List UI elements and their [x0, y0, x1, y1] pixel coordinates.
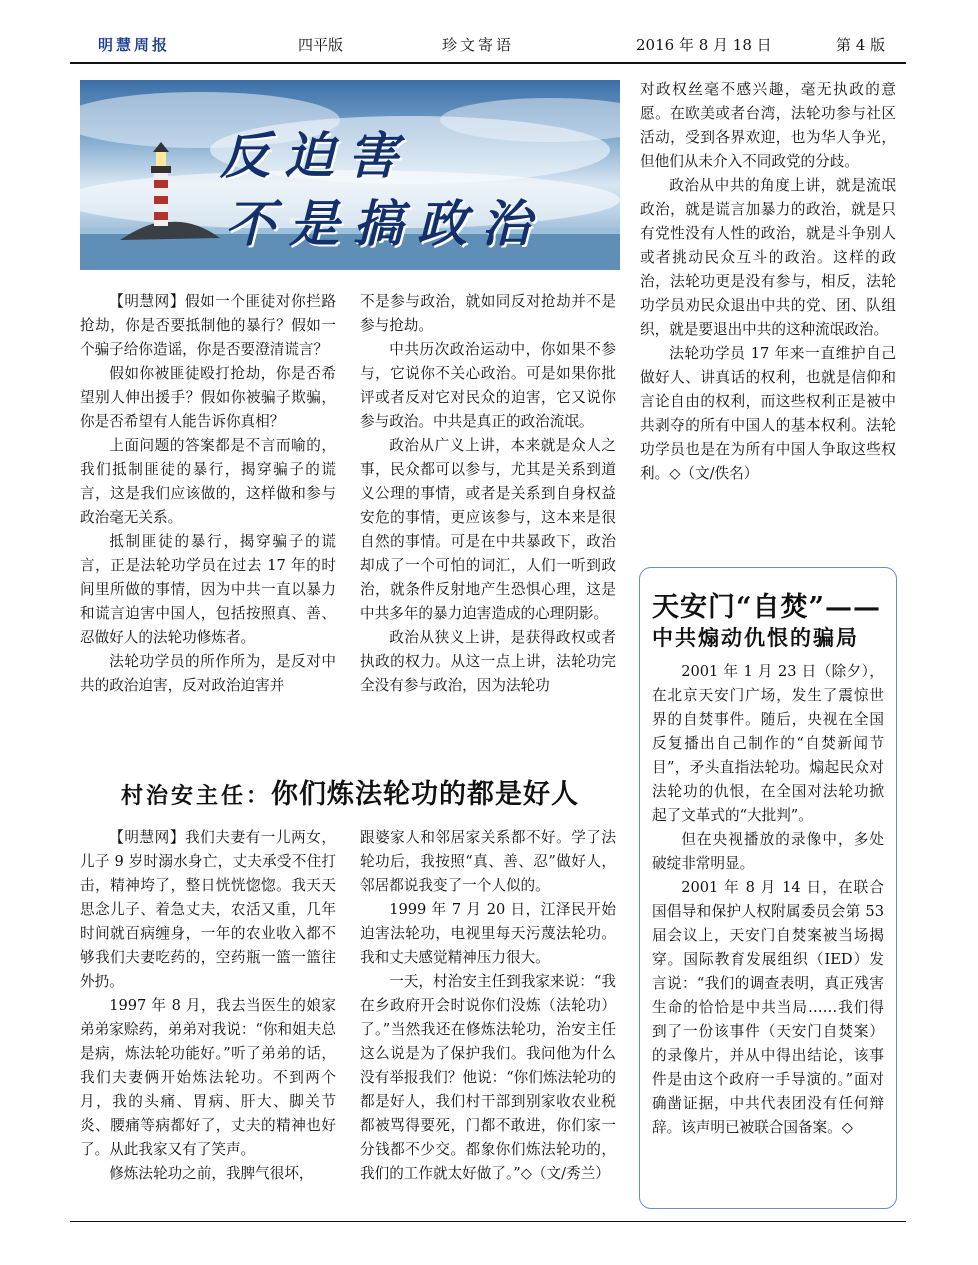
paragraph-continued: 对政权丝毫不感兴趣，毫无执政的意愿。在欧美或者台湾，法轮功参与社区活动，受到各界欢迎，也为华人争光，但他们从未介入不同政党的分歧。: [640, 81, 896, 170]
paragraph: 法轮功学员的所作所为，是反对中共的政治迫害，反对政治迫害并: [80, 653, 336, 694]
paragraph: 【明慧网】我们夫妻有一儿两女，儿子 9 岁时溺水身亡，丈夫承受不住打击，精神垮了，整日恍恍惚惚。我天天思念儿子、着急丈夫，农活又重，几年时间就百病缠身，一年的农业收入都不够我们夫妻吃药的，空药瓶一篮一篮往外扔。: [80, 829, 336, 990]
sidebar-body: [652, 660, 884, 1140]
paragraph: 政治从广义上讲，本来就是众人之事，民众都可以参与，尤其是关系到道义公理的事情，或者是关系到自身权益安危的事情，更应该参与，这本来是很自然的事情。可是在中共暴政下，政治却成了一个可怕的词汇，人们一听到政治，就条件反射地产生恐惧心理，这是中共多年的暴力迫害造成的心理阴影。: [360, 437, 616, 622]
paragraph: 抵制匪徒的暴行，揭穿骗子的谎言，正是法轮功学员在过去 17 年的时间里所做的事情，因为中共一直以暴力和谎言迫害中国人，包括按照真、善、忍做好人的法轮功修炼者。: [80, 533, 336, 646]
paragraph: 2001 年 1 月 23 日（除夕），在北京天安门广场，发生了震惊世界的自焚事件。随后，央视在全国反复播出自己制作的“自焚新闻节目”，矛头直指法轮功。煽起民众对法轮功的仇恨，在全国对法轮功掀起了文革式的“大批判”。: [652, 663, 884, 824]
footer-rule: [70, 1221, 906, 1222]
header-rule: [70, 62, 906, 64]
banner-title-line1: 反迫害: [220, 126, 412, 185]
paragraph: 但在央视播放的录像中，多处破绽非常明显。: [652, 831, 884, 872]
headline-main: 你们炼法轮功的都是好人: [271, 779, 579, 810]
section-label: 珍文寄语: [442, 36, 515, 54]
sidebar-title-line1: 天安门“自焚”——: [652, 592, 882, 623]
article2-column2: [360, 826, 616, 1186]
paragraph: 【明慧网】假如一个匪徒对你拦路抢劫，你是否要抵制他的暴行？假如一个骗子给你造谣，你是否要澄清谎言？: [80, 293, 336, 358]
article2-headline: [80, 772, 620, 811]
paragraph: 1997 年 8 月，我去当医生的娘家弟弟家赊药，弟弟对我说：“你和姐夫总是病，炼法轮功能好。”听了弟弟的话，我们夫妻俩开始炼法轮功。不到两个月，我的头痛、胃病、肝大、脚关节炎、腰痛等病都好了，丈夫的精神也好了。从此我家又有了笑声。: [80, 997, 336, 1158]
page-number: 第 4 版: [836, 36, 886, 54]
brand-name: 明慧周报: [98, 36, 171, 54]
article1-column2: [360, 290, 616, 698]
article1-column3: [640, 78, 896, 486]
paragraph: 假如你被匪徒殴打抢劫，你是否希望别人伸出援手？假如你被骗子欺骗，你是否希望有人能告诉你真相？: [80, 365, 336, 430]
sidebar-title-line2: 中共煽动仇恨的骗局: [652, 625, 859, 650]
paragraph: 政治从狭义上讲，是获得政权或者执政的权力。从这一点上讲，法轮功完全没有参与政治，因为法轮功: [360, 629, 616, 694]
paragraph: 政治从中共的角度上讲，就是流氓政治，就是谎言加暴力的政治，就是只有党性没有人性的政治，就是斗争别人或者挑动民众互斗的政治。这样的政治，法轮功更是没有参与，相反，法轮功学员劝民众退出中共的党、团、队组织，就是要退出中共的这种流氓政治。: [640, 177, 896, 338]
paragraph: 中共历次政治运动中，你如果不参与，它说你不关心政治。可是如果你批评或者反对它对民众的迫害，它又说你参与政治。中共是真正的政治流氓。: [360, 341, 616, 430]
headline-prefix: 村治安主任：: [120, 783, 271, 809]
article1-column1: [80, 290, 336, 698]
edition-label: 四平版: [298, 36, 344, 54]
paragraph: 修炼法轮功之前，我脾气很坏，: [109, 1165, 314, 1182]
banner-title-line2: 不是搞政治: [225, 194, 545, 253]
page-header: [70, 30, 906, 62]
paragraph: 一天，村治安主任到我家来说：“我在乡政府开会时说你们没炼（法轮功）了。”当然我还在修炼法轮功，治安主任这么说是为了保护我们。我问他为什么没有举报我们？他说：“你们炼法轮功的都是好人，我们村干部到别家收农业税都被骂得要死，门都不敢进，你们家一分钱都不少交。都象你们炼法轮功的，我们的工作就太好做了。”◇（文/秀兰）: [360, 973, 616, 1182]
banner-image: [80, 80, 620, 270]
paragraph: 2001 年 8 月 14 日，在联合国倡导和保护人权附属委员会第 53 届会议上，天安门自焚案被当场揭穿。国际教育发展组织（IED）发言说：“我们的调查表明，真正残害生命的恰恰是中共当局……我们得到了一份该事件（天安门自焚案）的录像片，并从中得出结论，该事件是由这个政府一手导演的。”面对确凿证据，中共代表团没有任何辩辞。该声明已被联合国备案。◇: [652, 879, 884, 1136]
paragraph-continued: 不是参与政治，就如同反对抢劫并不是参与抢劫。: [360, 293, 616, 334]
article2-column1: [80, 826, 336, 1186]
paragraph: 1999 年 7 月 20 日，江泽民开始迫害法轮功，电视里每天污蔑法轮功。我和丈夫感觉精神压力很大。: [360, 901, 616, 966]
paragraph-continued: 跟婆家人和邻居家关系都不好。学了法轮功后，我按照“真、善、忍”做好人，邻居都说我变了一个人似的。: [360, 829, 616, 894]
paragraph: 法轮功学员 17 年来一直维护自己做好人、讲真话的权利，也就是信仰和言论自由的权利，而这些权利正是被中共剥夺的所有中国人的基本权利。法轮功学员也是在为所有中国人争取这些权利。◇（文/佚名）: [640, 345, 896, 482]
issue-date: 2016 年 8 月 18 日: [636, 36, 772, 54]
paragraph: 上面问题的答案都是不言而喻的，我们抵制匪徒的暴行，揭穿骗子的谎言，这是我们应该做的，这样做和参与政治毫无关系。: [80, 437, 336, 526]
